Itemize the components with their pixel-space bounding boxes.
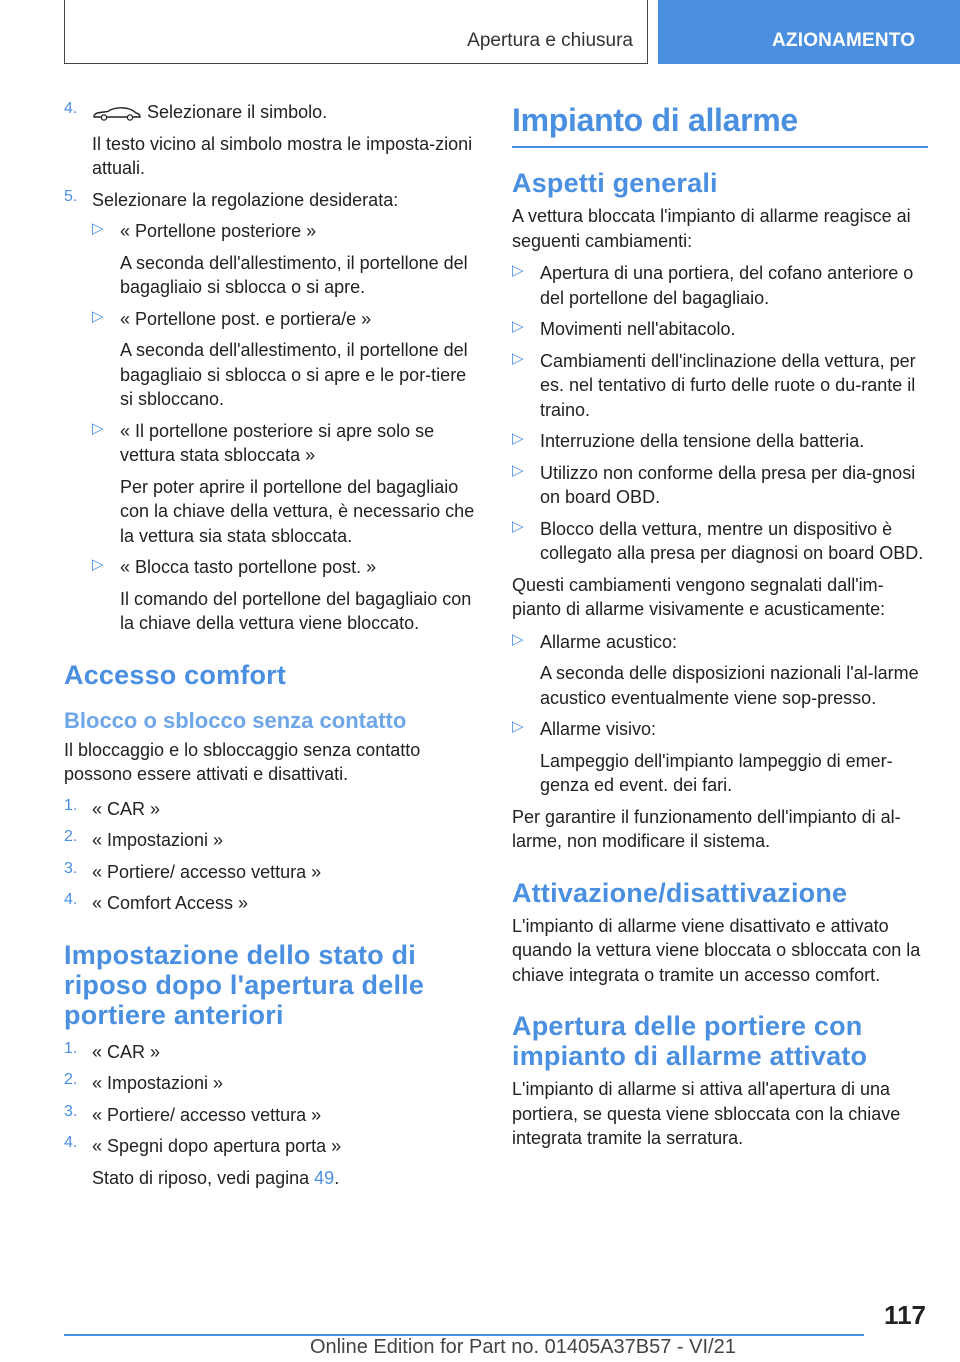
- signal-text: Questi cambiamenti vengono segnalati dall'im-pianto di allarme visivamente e acusticamente:: [512, 574, 886, 619]
- option-item: [92, 419, 480, 549]
- step-text: « Comfort Access »: [92, 893, 249, 913]
- step-number: 1.: [64, 1039, 78, 1057]
- list-item: ▷ Utilizzo non conforme della presa per dia-gnosi on board OBD.: [512, 461, 928, 510]
- header-chapter-title: AZIONAMENTO: [772, 30, 916, 51]
- option-desc: A seconda dell'allestimento, il portellone del bagagliaio si sblocca o si apre.: [120, 252, 468, 297]
- step-item: [64, 1134, 480, 1190]
- step-number: 2.: [64, 828, 78, 845]
- step-number: 3.: [64, 1102, 78, 1120]
- step-note: Il testo vicino al simbolo mostra le imposta-zioni attuali.: [92, 133, 473, 178]
- step-text: « Impostazioni »: [92, 1073, 224, 1093]
- option-title: « Blocca tasto portellone post. »: [120, 557, 377, 577]
- step-number: 4.: [64, 891, 78, 908]
- heading-activation: Attivazione/disattivazione: [512, 877, 848, 908]
- footer-edition: Online Edition for Part no. 01405A37B57 - VI/21: [310, 1336, 736, 1358]
- step-text: « CAR »: [92, 1041, 161, 1062]
- step-text: « Impostazioni »: [92, 830, 224, 850]
- step-text: Selezionare il simbolo.: [147, 102, 328, 122]
- header-section-title: Apertura e chiusura: [467, 30, 633, 51]
- general-text: A vettura bloccata l'impianto di allarme reagisce ai seguenti cambiamenti:: [512, 206, 911, 251]
- contactless-text: Il bloccaggio e lo sbloccaggio senza contatto possono essere attivati e disattivati.: [64, 739, 421, 784]
- option-item: [92, 555, 480, 636]
- list-item: ▷ Blocco della vettura, mentre un dispositivo è collegato alla presa per diagnosi on board OBD.: [512, 517, 928, 566]
- heading-rest-state: Impostazione dello stato di riposo dopo l'apertura delle portiere anteriori: [64, 939, 425, 1030]
- rest-note: [92, 1166, 480, 1191]
- step-number: 2.: [64, 1071, 78, 1088]
- step-item: [64, 891, 480, 916]
- option-item: [92, 219, 480, 300]
- step-item: [64, 1040, 480, 1065]
- step-item: [64, 828, 480, 853]
- step-item: [64, 797, 480, 822]
- page-link[interactable]: 49: [314, 1167, 335, 1188]
- step-text: « Portiere/ accesso vettura »: [92, 1104, 322, 1125]
- doors-text: L'impianto di allarme si attiva all'apertura di una portiera, se questa viene sbloccata con la chiave integrata tramite la serratura.: [512, 1079, 901, 1148]
- triangle-bullet-icon: ▷: [92, 220, 104, 237]
- steps-rest: [64, 1040, 480, 1191]
- step-text: « Portiere/ accesso vettura »: [92, 861, 322, 882]
- step-number: 3.: [64, 859, 78, 877]
- list-item: ▷ Apertura di una portiera, del cofano anteriore o del portellone del bagagliaio.: [512, 261, 928, 310]
- option-desc: Il comando del portellone del bagagliaio con la chiave della vettura viene bloccato.: [120, 588, 472, 633]
- rest-note-end: .: [334, 1167, 340, 1188]
- heading-general: Aspetti generali: [512, 168, 718, 198]
- heading-comfort-access: Accesso comfort: [64, 659, 287, 690]
- car-outline-icon: [92, 105, 142, 121]
- step-number: 4.: [64, 1134, 78, 1151]
- option-desc: Per poter aprire il portellone del bagagliaio con la chiave della vettura, è necessario che la vettura sia stata sbloccata.: [120, 476, 475, 546]
- option-title: « Portellone posteriore »: [120, 221, 317, 241]
- step-item: [64, 188, 480, 213]
- triangle-bullet-icon: ▷: [512, 430, 524, 447]
- triangle-bullet-icon: ▷: [92, 307, 104, 325]
- option-list: [64, 219, 480, 636]
- alarms-list: [512, 630, 928, 798]
- list-item: ▷ Allarme visivo: Lampeggio dell'impianto lampeggio di emer-genza ed event. dei fari.: [512, 717, 928, 798]
- option-desc: A seconda dell'allestimento, il portellone del bagagliaio si sblocca o si apre e le por-tiere si sbloccano.: [120, 340, 468, 409]
- step-number: 1.: [64, 796, 78, 814]
- heading-alarm-system: Impianto di allarme: [512, 100, 928, 148]
- header-chapter-tab: [658, 0, 960, 64]
- rest-note-text: Stato di riposo, vedi pagina: [92, 1167, 310, 1188]
- triangle-bullet-icon: ▷: [512, 718, 524, 735]
- step-item: [64, 860, 480, 885]
- page-number: 117: [884, 1300, 926, 1330]
- heading-doors: Apertura delle portiere con impianto di allarme attivato: [512, 1011, 868, 1071]
- triangle-bullet-icon: ▷: [512, 517, 524, 535]
- step-item: [64, 1103, 480, 1128]
- right-column: [512, 100, 928, 1151]
- heading-contactless: Blocco o sblocco senza contatto: [64, 707, 407, 733]
- left-column: [64, 100, 480, 1197]
- warranty-text: Per garantire il funzionamento dell'impianto di al-larme, non modificare il sistema.: [512, 806, 901, 851]
- option-item: [92, 307, 480, 412]
- triangle-bullet-icon: ▷: [512, 262, 524, 279]
- step-item: [64, 1071, 480, 1096]
- steps-comfort: [64, 797, 480, 916]
- triangle-bullet-icon: ▷: [512, 349, 524, 367]
- triangle-bullet-icon: ▷: [512, 630, 524, 648]
- header-section-box: [64, 0, 648, 64]
- step-item: [64, 100, 480, 181]
- list-item: ▷ Allarme acustico: A seconda delle disposizioni nazionali l'al-larme acustico eventualmente viene sop-presso.: [512, 630, 928, 711]
- option-title: « Il portellone posteriore si apre solo se vettura stata sbloccata »: [120, 420, 435, 465]
- list-item: ▷ Movimenti nell'abitacolo.: [512, 317, 928, 342]
- triangle-bullet-icon: ▷: [512, 461, 524, 479]
- step-text: « Spegni dopo apertura porta »: [92, 1136, 342, 1156]
- step-number: 4.: [64, 100, 78, 117]
- step-number: 5.: [64, 187, 78, 205]
- triangle-bullet-icon: ▷: [92, 419, 104, 437]
- changes-list: [512, 261, 928, 566]
- triangle-bullet-icon: ▷: [512, 318, 524, 335]
- option-title: « Portellone post. e portiera/e »: [120, 308, 372, 329]
- activation-text: L'impianto di allarme viene disattivato e attivato quando la vettura viene bloccata o sbloccata con la chiave integrata o tramite un accesso comfort.: [512, 915, 921, 985]
- list-item: ▷ Cambiamenti dell'inclinazione della vettura, per es. nel tentativo di furto delle ruote o du-rante il traino.: [512, 349, 928, 423]
- list-item: ▷ Interruzione della tensione della batteria.: [512, 429, 928, 454]
- step-text: Selezionare la regolazione desiderata:: [92, 189, 399, 210]
- step-text: « CAR »: [92, 798, 161, 819]
- triangle-bullet-icon: ▷: [92, 556, 104, 573]
